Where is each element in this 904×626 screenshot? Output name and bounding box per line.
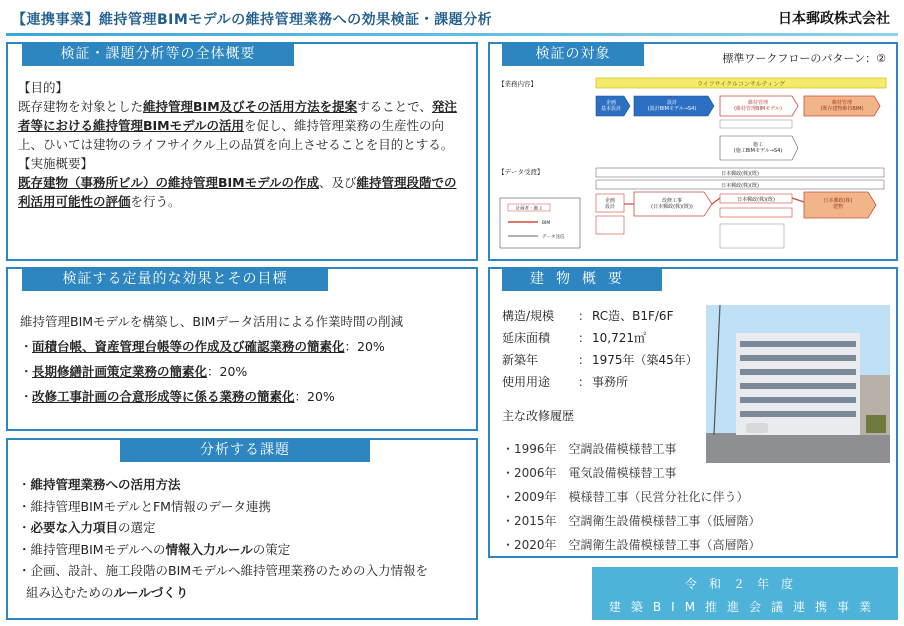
building-row-key: 延床面積	[502, 331, 551, 345]
issue-item: ・維持管理BIMモデルとFM情報のデータ連携	[18, 498, 271, 514]
effect-item-1-label: 面積台帳、資産管理台帳等の作成及び確認業務の簡素化	[32, 339, 345, 354]
building-photo	[706, 305, 890, 463]
effect-item: ・ 長期修繕計画策定業務の簡素化 ：20%	[20, 359, 464, 384]
history-item: ・2020年 空調衛生設備模様替工事（高層階）	[502, 538, 761, 552]
building-row: 延床面積 ： 10,721㎡	[502, 327, 712, 349]
effect-item-3-target: ：20%	[294, 389, 335, 404]
effect-item-2-target: ：20%	[207, 364, 248, 379]
issues-body	[18, 474, 466, 603]
effect-panel-title: 検証する定量的な効果とその目標	[22, 267, 328, 291]
overview-body	[18, 78, 466, 211]
legend-label-3: データ送信	[542, 235, 565, 240]
summary-emphasis-2: 維持管理段階での利活用可能性の評価	[18, 175, 457, 209]
data-arrow-2	[712, 198, 720, 204]
purpose-text-1: 既存建物を対象とした	[18, 99, 144, 114]
effect-panel	[6, 267, 478, 431]
page-header	[0, 0, 904, 36]
overview-panel	[6, 42, 478, 261]
design-box-label: 設計(設計BIMモデル→S4)	[647, 100, 697, 112]
data-repair-label: 改修工事(日本郵政(株)(既))	[651, 198, 693, 210]
target-panel-title: 検証の対象	[502, 42, 644, 66]
history-title: 主な改修履歴	[502, 409, 575, 423]
data-exchange-heading: 【データ受渡】	[498, 168, 544, 176]
purpose-text-2: することで、	[357, 99, 432, 114]
sub-box	[720, 120, 792, 128]
building-row: 使用用途 ： 事務所	[502, 371, 712, 393]
history-item: ・2009年 模様替工事（民営分社化に伴う）	[502, 490, 749, 504]
issue-item: ・企画、設計、施工段階のBIMモデルへ維持管理業務のための入力情報を	[18, 563, 428, 578]
lifecycle-label: ライフサイクルコンサルティング	[696, 81, 786, 88]
building-row: 新築年 ： 1975年（築45年）	[502, 349, 712, 371]
data-planning-box-2	[596, 216, 624, 234]
building-row-value: 1975年（築45年）	[592, 353, 698, 367]
maintenance-box-1-label: 維持管理(維持管理BIMモデル)	[734, 100, 782, 112]
header-divider	[6, 33, 898, 36]
badge-program: 建築BIM推進会議連携事業	[608, 600, 882, 614]
summary-emphasis-1: 既存建物（事務所ビル）の維持管理BIMモデルの作成	[18, 175, 319, 190]
issue-item: ・必要な入力項目の選定	[18, 520, 156, 535]
effect-item-3-label: 改修工事計画の合意形成等に係る業務の簡素化	[32, 389, 295, 404]
issue-3-emphasis: 必要な入力項目	[30, 520, 119, 535]
effect-intro: 維持管理BIMモデルを構築し、BIMデータ活用による作業時間の削減	[20, 314, 403, 329]
data-maintenance-label: 日本郵政(株)(既)	[737, 197, 775, 203]
issue-4-emphasis: 情報入力ルール	[165, 541, 253, 557]
effect-item: ・ 改修工事計画の合意形成等に係る業務の簡素化 ：20%	[20, 384, 464, 409]
data-maintenance-box-2	[720, 208, 792, 217]
building-row-value: 事務所	[592, 375, 629, 389]
issues-panel-title: 分析する課題	[120, 438, 370, 462]
project-badge	[592, 567, 898, 620]
building-info	[502, 305, 712, 427]
data-bar-2-label: 日本郵政(株)(既)	[721, 183, 759, 189]
building-photo-image	[706, 305, 890, 463]
organization-name: 日本郵政株式会社	[778, 11, 890, 27]
building-row-key: 使用用途	[502, 375, 551, 389]
workflow-pattern-label: 標準ワークフローのパターン：②	[722, 52, 886, 65]
issue-2-text: 維持管理BIMモデルとFM情報のデータ連携	[30, 498, 271, 514]
building-panel	[488, 267, 898, 558]
issue-5-text-cont: 組み込むための	[25, 584, 114, 600]
issues-panel	[6, 438, 478, 620]
data-bar-1-label: 日本郵政(株)(既)	[721, 171, 759, 177]
maintenance-box-2-label: 維持管理(既存建物維持BIM)	[820, 100, 864, 112]
summary-text-1: 、及び	[319, 175, 357, 190]
summary-text-2: を行う。	[130, 194, 181, 209]
building-row: 構造/規模 ： RC造、B1F/6F	[502, 305, 712, 327]
issue-item: ・維持管理業務への活用方法	[18, 477, 181, 492]
issue-item-continued	[18, 582, 466, 604]
issue-4-text: 維持管理BIMモデルへの	[30, 541, 166, 557]
legend-label-2: BIM	[542, 221, 551, 226]
history-item: ・2006年 電気設備模様替工事	[502, 466, 677, 480]
badge-year: 令和２年度	[684, 577, 805, 591]
data-placeholder-box	[720, 224, 784, 248]
business-heading: 【業務内容】	[498, 80, 537, 88]
purpose-text-3: を促し、維持管理業務の生産性の向上、ひいては建物のライフサイクル上の品質を向上させることを目的とする。	[18, 118, 454, 152]
building-row-key: 新築年	[502, 353, 539, 367]
legend-label-1: 計画者・施工	[515, 206, 543, 212]
overview-panel-title: 検証・課題分析等の全体概要	[22, 42, 294, 66]
effect-item: ・ 面積台帳、資産管理台帳等の作成及び確認業務の簡素化 ：20%	[20, 334, 464, 359]
construction-box-label: 施工(施工BIMモデル→S4)	[733, 142, 783, 154]
workflow-diagram	[498, 74, 890, 254]
building-panel-title: 建物概要	[502, 267, 662, 291]
issue-5-text: 企画、設計、施工段階のBIMモデルへ維持管理業務のための入力情報を	[30, 563, 428, 578]
building-row-key: 構造/規模	[502, 309, 555, 323]
data-planning-label: 企画設計	[604, 198, 616, 210]
issue-1-text: 維持管理業務への活用方法	[30, 477, 181, 492]
history-item: ・1996年 空調設備模様替工事	[502, 442, 677, 456]
purpose-heading: 【目的】	[18, 80, 69, 95]
effect-item-1-target: ：20%	[344, 339, 385, 354]
issue-item: ・維持管理BIMモデルへの情報入力ルールの策定	[18, 541, 291, 557]
data-building-label: 日本郵政(株)建物	[823, 198, 853, 210]
summary-heading: 【実施概要】	[18, 156, 94, 171]
purpose-emphasis-1: 維持管理BIM及びその活用方法を提案	[143, 99, 358, 114]
planning-box-label: 企画基本設計	[600, 100, 622, 112]
building-row-value: RC造、B1F/6F	[592, 309, 674, 323]
effect-body	[20, 309, 464, 409]
issue-3-text: の選定	[118, 520, 156, 535]
issue-5-emphasis: ルールづくり	[113, 584, 189, 600]
issue-4-text-end: の策定	[252, 541, 291, 557]
purpose-emphasis-2: 発注者等における維持管理BIMモデルの活用	[18, 99, 457, 133]
data-arrow-3	[792, 198, 804, 202]
history-item: ・2015年 空調衛生設備模様替工事（低層階）	[502, 514, 761, 528]
page-title: 【連携事業】維持管理BIMモデルの維持管理業務への効果検証・課題分析	[12, 12, 493, 28]
effect-item-2-label: 長期修繕計画策定業務の簡素化	[32, 364, 208, 379]
target-panel	[488, 42, 898, 261]
building-row-value: 10,721㎡	[592, 331, 646, 345]
